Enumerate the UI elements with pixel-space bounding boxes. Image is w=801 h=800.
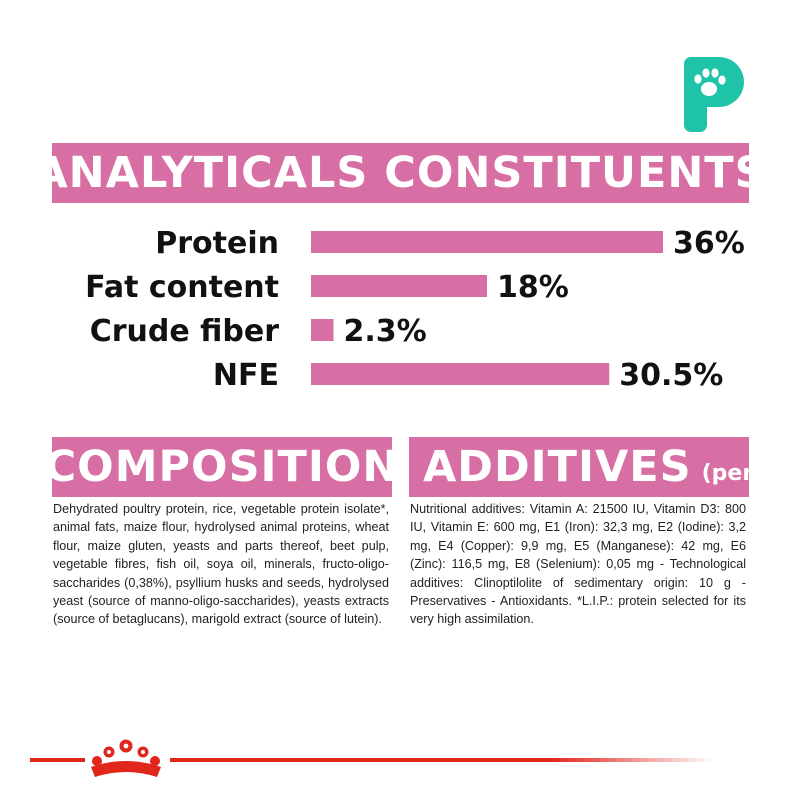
additives-title: ADDITIVES [423,442,692,492]
constituents-bar-chart [0,215,800,410]
bar-fat-content [311,275,487,297]
bar-nfe [311,363,609,385]
category-label-protein: Protein [155,226,279,261]
value-label-crude-fiber: 2.3% [343,314,427,349]
footer-line-right [170,758,715,762]
composition-title: COMPOSITION [44,442,400,492]
additives-subtitle: (per kg) [701,460,801,486]
value-label-nfe: 30.5% [619,358,724,393]
value-label-fat-content: 18% [497,270,569,305]
additives-text: Nutritional additives: Vitamin A: 21500 IU, Vitamin D3: 800 IU, Vitamin E: 600 mg, E1 (Iron): 32,3 mg, E2 (Iodine): 3,2 mg, E4 (Copper): 9,9 mg, E5 (Manganese): 42 mg, E6 (Zinc): 116,5 mg, E8 (Selenium): 0,05 mg - Technological additives: Clinoptilolite of sedimentary origin: 10 g - Preservatives - Antioxidants. *L.I.P.: protein selected for its very high assimilation. [410,502,746,627]
bar-protein [311,231,663,253]
additives-title-banner [409,437,801,497]
bar-crude-fiber [311,319,333,341]
composition-text: Dehydrated poultry protein, rice, vegetable protein isolate*, animal fats, maize flour, hydrolysed animal proteins, wheat flour, maize gluten, yeasts and parts thereof, beet pulp, vegetable fibres, fish oil, soya oil, minerals, fructo-oligo- saccharides (0,38%), psyllium husks and seeds, hydrolysed yeast (source of manno-oligo-saccharides), yeasts extracts (source of betaglucans), marigold extract (source of lutein). [53,502,389,627]
crown-icon [87,737,165,781]
footer-line-left [30,758,85,762]
paw-p-icon [681,55,743,133]
analytics-title-banner [34,143,767,203]
category-label-nfe: NFE [212,358,279,393]
composition-title-banner [44,437,400,497]
analytics-title: ANALYTICALS CONSTITUENTS [34,148,767,198]
category-label-crude-fiber: Crude fiber [89,314,279,349]
value-label-protein: 36% [673,226,745,261]
category-label-fat-content: Fat content [85,270,279,305]
